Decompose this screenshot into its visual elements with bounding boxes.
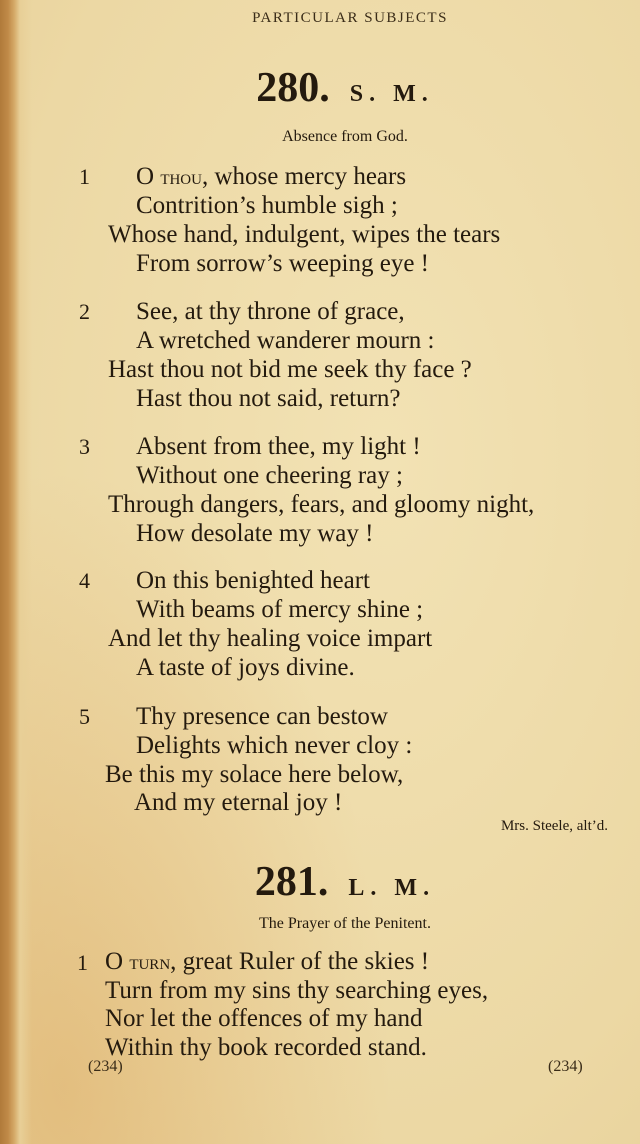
author-attribution: Mrs. Steele, alt’d.	[500, 818, 608, 834]
verse-line: Whose hand, indulgent, wipes the tears	[108, 221, 501, 248]
hymn-meter: S. M.	[349, 81, 434, 107]
page-number-right: (234)	[548, 1058, 583, 1075]
verse-line: From sorrow’s weeping eye !	[136, 250, 429, 277]
verse-line: How desolate my way !	[136, 520, 374, 547]
hymn-number-heading	[0, 64, 640, 112]
verse-number: 4	[79, 568, 90, 593]
small-caps-word: thou	[160, 164, 202, 189]
verse-number: 3	[79, 434, 90, 459]
verse-line: And my eternal joy !	[134, 789, 343, 816]
page-number-left: (234)	[88, 1058, 123, 1075]
verse-line: Through dangers, fears, and gloomy night,	[108, 491, 535, 518]
hymn-number-heading	[0, 858, 640, 906]
hymn-subtitle: The Prayer of the Penitent.	[259, 915, 431, 932]
verse-line: Delights which never cloy :	[136, 732, 413, 759]
verse-line	[105, 947, 429, 976]
verse-line: Within thy book recorded stand.	[105, 1034, 427, 1061]
verse-line: Thy presence can bestow	[136, 703, 388, 730]
verse-line: Hast thou not bid me seek thy face ?	[108, 356, 472, 383]
verse-line: A wretched wanderer mourn :	[136, 327, 435, 354]
verse-line: And let thy healing voice impart	[108, 625, 433, 652]
verse-line: Nor let the offences of my hand	[105, 1005, 423, 1032]
verse-line	[136, 162, 406, 191]
line-rest: , great Ruler of the skies !	[170, 948, 430, 975]
verse-line: Without one cheering ray ;	[136, 462, 403, 489]
hymn-number: 280.	[256, 65, 330, 111]
verse-number: 5	[79, 704, 90, 729]
hymn-number: 281.	[254, 859, 329, 905]
verse-number: 1	[77, 950, 88, 975]
verse-line: Be this my solace here below,	[105, 761, 404, 788]
hymn-meter: L. M.	[348, 875, 436, 901]
first-word: O	[105, 948, 130, 975]
verse-number: 1	[79, 164, 90, 189]
verse-line: See, at thy throne of grace,	[136, 298, 405, 325]
running-head: PARTICULAR SUBJECTS	[252, 10, 448, 26]
verse-line: A taste of joys divine.	[136, 654, 355, 681]
verse-line: With beams of mercy shine ;	[136, 596, 424, 623]
verse-line: On this benighted heart	[136, 567, 370, 594]
verse-line: Contrition’s humble sigh ;	[136, 192, 398, 219]
verse-line: Absent from thee, my light !	[136, 433, 421, 460]
hymn-subtitle: Absence from God.	[282, 128, 408, 145]
verse-line: Hast thou not said, return?	[136, 385, 401, 412]
first-word: O	[136, 163, 161, 190]
verse-line: Turn from my sins thy searching eyes,	[105, 977, 489, 1004]
verse-number: 2	[79, 299, 90, 324]
small-caps-word: turn	[129, 949, 171, 974]
line-rest: , whose mercy hears	[201, 163, 407, 190]
